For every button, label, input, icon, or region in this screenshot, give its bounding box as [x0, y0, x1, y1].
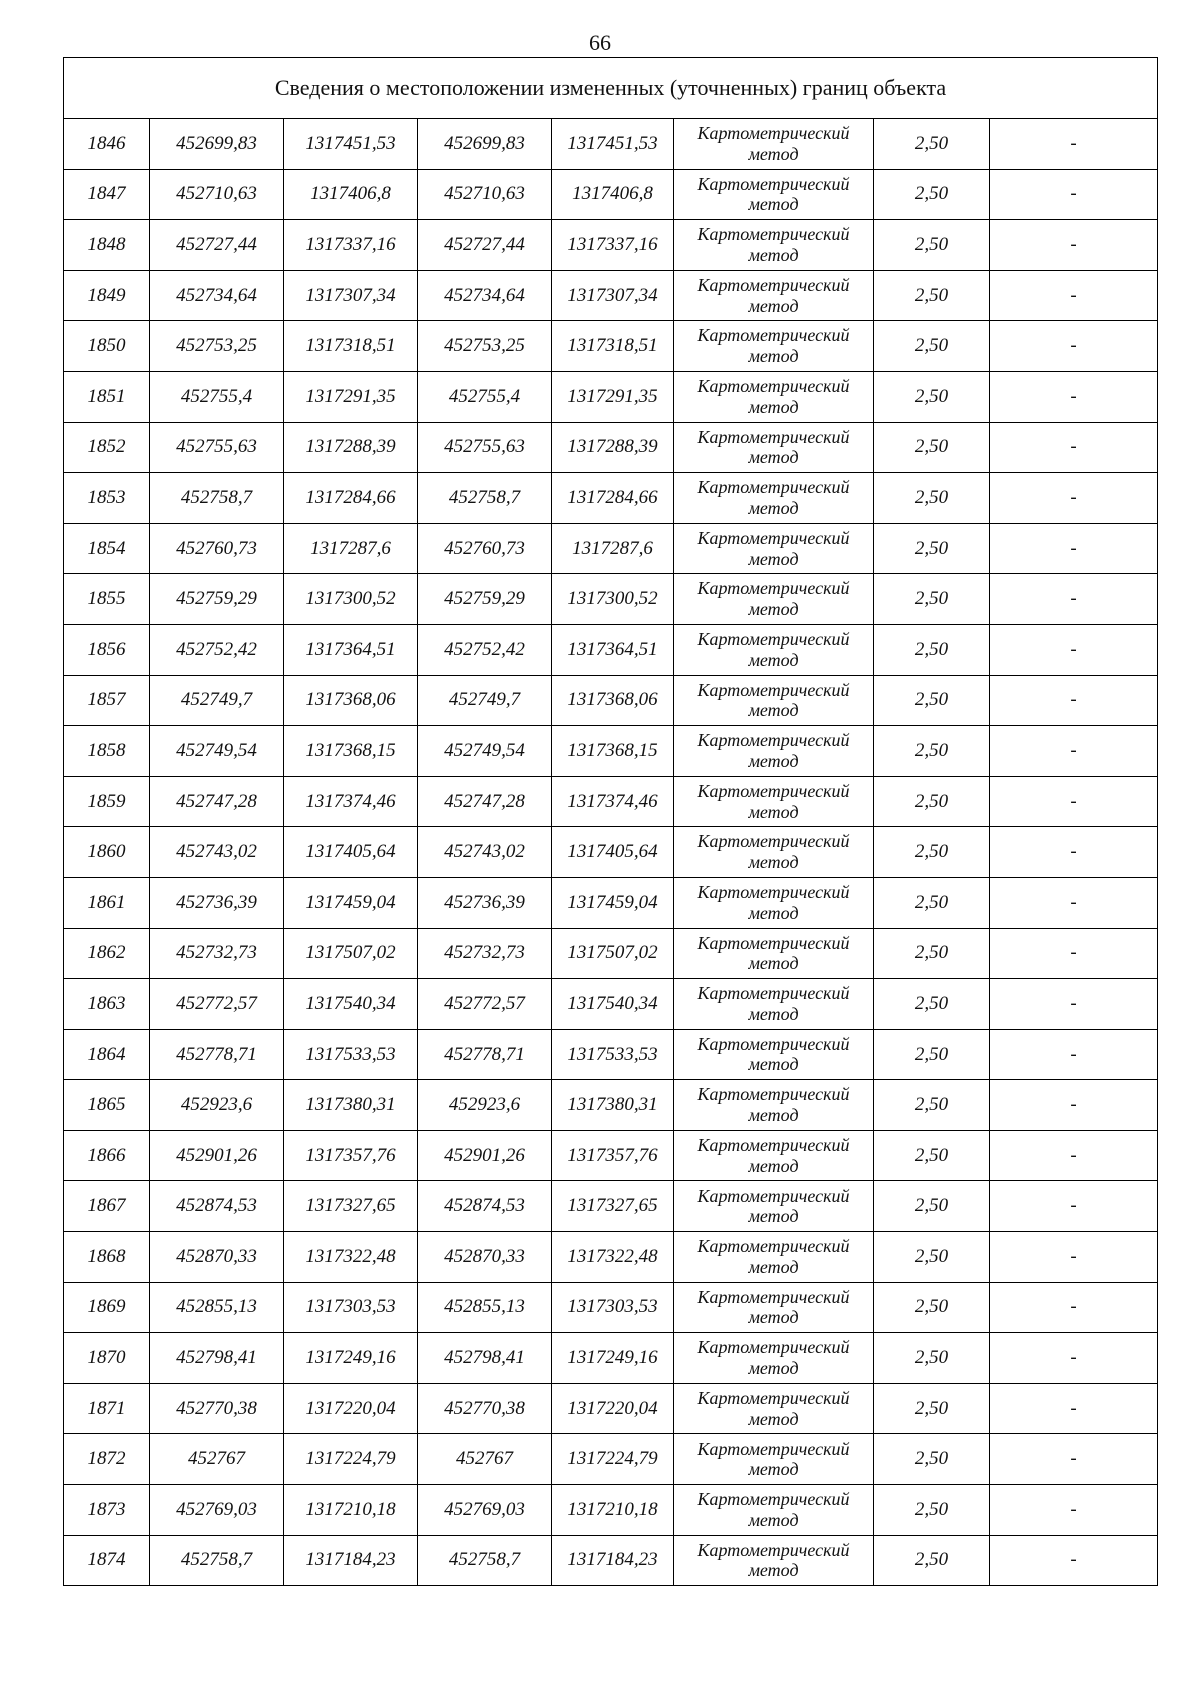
refined-y-cell: 1317220,04: [552, 1383, 674, 1434]
existing-x-cell: 452767: [150, 1434, 284, 1485]
table-row: [64, 422, 1158, 473]
refined-y-cell: 1317368,06: [552, 675, 674, 726]
existing-x-cell: 452798,41: [150, 1333, 284, 1384]
table-row: [64, 574, 1158, 625]
point-number-cell: 1868: [64, 1232, 150, 1283]
refined-x-cell: 452901,26: [418, 1130, 552, 1181]
refined-x-cell: 452770,38: [418, 1383, 552, 1434]
table-row: [64, 473, 1158, 524]
accuracy-cell: 2,50: [874, 928, 990, 979]
refined-x-cell: 452855,13: [418, 1282, 552, 1333]
table-row: [64, 624, 1158, 675]
table-row: [64, 169, 1158, 220]
refined-x-cell: 452749,7: [418, 675, 552, 726]
note-cell: -: [990, 675, 1158, 726]
accuracy-cell: 2,50: [874, 624, 990, 675]
accuracy-cell: 2,50: [874, 1282, 990, 1333]
existing-y-cell: 1317307,34: [284, 270, 418, 321]
refined-x-cell: 452923,6: [418, 1080, 552, 1131]
accuracy-cell: 2,50: [874, 1333, 990, 1384]
note-cell: -: [990, 1080, 1158, 1131]
note-cell: -: [990, 1333, 1158, 1384]
point-number-cell: 1856: [64, 624, 150, 675]
table-row: [64, 1434, 1158, 1485]
method-cell: Картометрический метод: [674, 1029, 874, 1080]
existing-x-cell: 452758,7: [150, 473, 284, 524]
refined-y-cell: 1317405,64: [552, 827, 674, 878]
point-number-cell: 1855: [64, 574, 150, 625]
refined-x-cell: 452747,28: [418, 776, 552, 827]
note-cell: -: [990, 523, 1158, 574]
point-number-cell: 1873: [64, 1485, 150, 1536]
method-cell: Картометрический метод: [674, 776, 874, 827]
existing-x-cell: 452778,71: [150, 1029, 284, 1080]
existing-y-cell: 1317540,34: [284, 979, 418, 1030]
refined-y-cell: 1317327,65: [552, 1181, 674, 1232]
existing-y-cell: 1317300,52: [284, 574, 418, 625]
refined-y-cell: 1317322,48: [552, 1232, 674, 1283]
method-cell: Картометрический метод: [674, 675, 874, 726]
table-row: [64, 1383, 1158, 1434]
refined-y-cell: 1317249,16: [552, 1333, 674, 1384]
method-cell: Картометрический метод: [674, 1181, 874, 1232]
method-cell: Картометрический метод: [674, 473, 874, 524]
table-row: [64, 371, 1158, 422]
refined-x-cell: 452710,63: [418, 169, 552, 220]
refined-x-cell: 452755,4: [418, 371, 552, 422]
existing-y-cell: 1317459,04: [284, 877, 418, 928]
method-cell: Картометрический метод: [674, 624, 874, 675]
existing-y-cell: 1317249,16: [284, 1333, 418, 1384]
accuracy-cell: 2,50: [874, 119, 990, 170]
refined-x-cell: 452772,57: [418, 979, 552, 1030]
point-number-cell: 1861: [64, 877, 150, 928]
table-row: [64, 321, 1158, 372]
existing-y-cell: 1317288,39: [284, 422, 418, 473]
method-cell: Картометрический метод: [674, 827, 874, 878]
method-cell: Картометрический метод: [674, 169, 874, 220]
note-cell: -: [990, 1181, 1158, 1232]
method-cell: Картометрический метод: [674, 422, 874, 473]
existing-y-cell: 1317337,16: [284, 220, 418, 271]
point-number-cell: 1870: [64, 1333, 150, 1384]
accuracy-cell: 2,50: [874, 422, 990, 473]
existing-y-cell: 1317327,65: [284, 1181, 418, 1232]
existing-y-cell: 1317220,04: [284, 1383, 418, 1434]
accuracy-cell: 2,50: [874, 220, 990, 271]
accuracy-cell: 2,50: [874, 270, 990, 321]
note-cell: -: [990, 422, 1158, 473]
refined-x-cell: 452758,7: [418, 1535, 552, 1586]
refined-x-cell: 452767: [418, 1434, 552, 1485]
point-number-cell: 1848: [64, 220, 150, 271]
method-cell: Картометрический метод: [674, 1434, 874, 1485]
table-row: [64, 827, 1158, 878]
accuracy-cell: 2,50: [874, 1434, 990, 1485]
existing-y-cell: 1317374,46: [284, 776, 418, 827]
existing-y-cell: 1317184,23: [284, 1535, 418, 1586]
refined-x-cell: 452755,63: [418, 422, 552, 473]
existing-x-cell: 452752,42: [150, 624, 284, 675]
accuracy-cell: 2,50: [874, 1181, 990, 1232]
table-row: [64, 119, 1158, 170]
method-cell: Картометрический метод: [674, 1232, 874, 1283]
note-cell: -: [990, 473, 1158, 524]
note-cell: -: [990, 928, 1158, 979]
refined-y-cell: 1317288,39: [552, 422, 674, 473]
existing-x-cell: 452710,63: [150, 169, 284, 220]
refined-x-cell: 452760,73: [418, 523, 552, 574]
refined-x-cell: 452736,39: [418, 877, 552, 928]
existing-x-cell: 452755,4: [150, 371, 284, 422]
note-cell: -: [990, 220, 1158, 271]
table-row: [64, 1485, 1158, 1536]
existing-x-cell: 452770,38: [150, 1383, 284, 1434]
accuracy-cell: 2,50: [874, 877, 990, 928]
existing-y-cell: 1317368,15: [284, 726, 418, 777]
refined-y-cell: 1317300,52: [552, 574, 674, 625]
existing-x-cell: 452769,03: [150, 1485, 284, 1536]
method-cell: Картометрический метод: [674, 119, 874, 170]
method-cell: Картометрический метод: [674, 371, 874, 422]
point-number-cell: 1869: [64, 1282, 150, 1333]
refined-x-cell: 452769,03: [418, 1485, 552, 1536]
existing-y-cell: 1317318,51: [284, 321, 418, 372]
refined-y-cell: 1317287,6: [552, 523, 674, 574]
method-cell: Картометрический метод: [674, 1130, 874, 1181]
method-cell: Картометрический метод: [674, 1282, 874, 1333]
accuracy-cell: 2,50: [874, 473, 990, 524]
note-cell: -: [990, 371, 1158, 422]
note-cell: -: [990, 1485, 1158, 1536]
method-cell: Картометрический метод: [674, 979, 874, 1030]
refined-x-cell: 452749,54: [418, 726, 552, 777]
point-number-cell: 1864: [64, 1029, 150, 1080]
point-number-cell: 1872: [64, 1434, 150, 1485]
table-row: [64, 1232, 1158, 1283]
existing-x-cell: 452727,44: [150, 220, 284, 271]
refined-y-cell: 1317374,46: [552, 776, 674, 827]
refined-x-cell: 452752,42: [418, 624, 552, 675]
point-number-cell: 1851: [64, 371, 150, 422]
point-number-cell: 1850: [64, 321, 150, 372]
table-row: [64, 776, 1158, 827]
table-row: [64, 523, 1158, 574]
accuracy-cell: 2,50: [874, 726, 990, 777]
refined-x-cell: 452753,25: [418, 321, 552, 372]
point-number-cell: 1846: [64, 119, 150, 170]
note-cell: -: [990, 1383, 1158, 1434]
existing-x-cell: 452759,29: [150, 574, 284, 625]
table-row: [64, 1181, 1158, 1232]
note-cell: -: [990, 1282, 1158, 1333]
note-cell: -: [990, 1029, 1158, 1080]
refined-x-cell: 452798,41: [418, 1333, 552, 1384]
accuracy-cell: 2,50: [874, 1080, 990, 1131]
accuracy-cell: 2,50: [874, 1232, 990, 1283]
accuracy-cell: 2,50: [874, 827, 990, 878]
existing-x-cell: 452923,6: [150, 1080, 284, 1131]
point-number-cell: 1867: [64, 1181, 150, 1232]
note-cell: -: [990, 776, 1158, 827]
table-row: [64, 675, 1158, 726]
note-cell: -: [990, 1434, 1158, 1485]
point-number-cell: 1857: [64, 675, 150, 726]
existing-y-cell: 1317224,79: [284, 1434, 418, 1485]
note-cell: -: [990, 1535, 1158, 1586]
point-number-cell: 1859: [64, 776, 150, 827]
existing-y-cell: 1317533,53: [284, 1029, 418, 1080]
existing-x-cell: 452870,33: [150, 1232, 284, 1283]
refined-y-cell: 1317368,15: [552, 726, 674, 777]
table-row: [64, 877, 1158, 928]
method-cell: Картометрический метод: [674, 1333, 874, 1384]
point-number-cell: 1853: [64, 473, 150, 524]
method-cell: Картометрический метод: [674, 877, 874, 928]
refined-x-cell: 452732,73: [418, 928, 552, 979]
method-cell: Картометрический метод: [674, 1080, 874, 1131]
table-row: [64, 220, 1158, 271]
point-number-cell: 1854: [64, 523, 150, 574]
refined-x-cell: 452699,83: [418, 119, 552, 170]
refined-y-cell: 1317303,53: [552, 1282, 674, 1333]
refined-y-cell: 1317507,02: [552, 928, 674, 979]
refined-y-cell: 1317364,51: [552, 624, 674, 675]
accuracy-cell: 2,50: [874, 776, 990, 827]
point-number-cell: 1866: [64, 1130, 150, 1181]
accuracy-cell: 2,50: [874, 1485, 990, 1536]
note-cell: -: [990, 1130, 1158, 1181]
refined-y-cell: 1317337,16: [552, 220, 674, 271]
note-cell: -: [990, 624, 1158, 675]
accuracy-cell: 2,50: [874, 371, 990, 422]
refined-x-cell: 452727,44: [418, 220, 552, 271]
refined-y-cell: 1317224,79: [552, 1434, 674, 1485]
table-body: [64, 119, 1158, 1586]
refined-y-cell: 1317357,76: [552, 1130, 674, 1181]
refined-x-cell: 452874,53: [418, 1181, 552, 1232]
table-row: [64, 1535, 1158, 1586]
existing-x-cell: 452747,28: [150, 776, 284, 827]
existing-x-cell: 452755,63: [150, 422, 284, 473]
existing-x-cell: 452749,7: [150, 675, 284, 726]
existing-x-cell: 452753,25: [150, 321, 284, 372]
point-number-cell: 1847: [64, 169, 150, 220]
existing-x-cell: 452749,54: [150, 726, 284, 777]
point-number-cell: 1871: [64, 1383, 150, 1434]
accuracy-cell: 2,50: [874, 1383, 990, 1434]
existing-y-cell: 1317368,06: [284, 675, 418, 726]
table-row: [64, 1282, 1158, 1333]
point-number-cell: 1862: [64, 928, 150, 979]
note-cell: -: [990, 726, 1158, 777]
method-cell: Картометрический метод: [674, 321, 874, 372]
note-cell: -: [990, 877, 1158, 928]
existing-x-cell: 452732,73: [150, 928, 284, 979]
existing-x-cell: 452901,26: [150, 1130, 284, 1181]
existing-y-cell: 1317357,76: [284, 1130, 418, 1181]
note-cell: -: [990, 574, 1158, 625]
existing-y-cell: 1317210,18: [284, 1485, 418, 1536]
refined-x-cell: 452759,29: [418, 574, 552, 625]
refined-x-cell: 452778,71: [418, 1029, 552, 1080]
point-number-cell: 1863: [64, 979, 150, 1030]
method-cell: Картометрический метод: [674, 574, 874, 625]
method-cell: Картометрический метод: [674, 1535, 874, 1586]
refined-x-cell: 452734,64: [418, 270, 552, 321]
method-cell: Картометрический метод: [674, 220, 874, 271]
accuracy-cell: 2,50: [874, 523, 990, 574]
note-cell: -: [990, 321, 1158, 372]
refined-x-cell: 452870,33: [418, 1232, 552, 1283]
existing-y-cell: 1317322,48: [284, 1232, 418, 1283]
point-number-cell: 1852: [64, 422, 150, 473]
existing-x-cell: 452743,02: [150, 827, 284, 878]
point-number-cell: 1849: [64, 270, 150, 321]
accuracy-cell: 2,50: [874, 169, 990, 220]
refined-y-cell: 1317210,18: [552, 1485, 674, 1536]
table-row: [64, 928, 1158, 979]
method-cell: Картометрический метод: [674, 523, 874, 574]
table-row: [64, 1333, 1158, 1384]
existing-y-cell: 1317406,8: [284, 169, 418, 220]
existing-y-cell: 1317284,66: [284, 473, 418, 524]
existing-y-cell: 1317507,02: [284, 928, 418, 979]
table-row: [64, 1029, 1158, 1080]
refined-y-cell: 1317533,53: [552, 1029, 674, 1080]
existing-x-cell: 452874,53: [150, 1181, 284, 1232]
refined-x-cell: 452743,02: [418, 827, 552, 878]
method-cell: Картометрический метод: [674, 1485, 874, 1536]
existing-x-cell: 452855,13: [150, 1282, 284, 1333]
existing-y-cell: 1317287,6: [284, 523, 418, 574]
note-cell: -: [990, 979, 1158, 1030]
existing-x-cell: 452758,7: [150, 1535, 284, 1586]
refined-x-cell: 452758,7: [418, 473, 552, 524]
accuracy-cell: 2,50: [874, 1029, 990, 1080]
existing-y-cell: 1317405,64: [284, 827, 418, 878]
point-number-cell: 1858: [64, 726, 150, 777]
accuracy-cell: 2,50: [874, 574, 990, 625]
accuracy-cell: 2,50: [874, 321, 990, 372]
refined-y-cell: 1317284,66: [552, 473, 674, 524]
refined-y-cell: 1317406,8: [552, 169, 674, 220]
refined-y-cell: 1317380,31: [552, 1080, 674, 1131]
refined-y-cell: 1317307,34: [552, 270, 674, 321]
accuracy-cell: 2,50: [874, 979, 990, 1030]
existing-y-cell: 1317303,53: [284, 1282, 418, 1333]
existing-x-cell: 452760,73: [150, 523, 284, 574]
point-number-cell: 1860: [64, 827, 150, 878]
refined-y-cell: 1317459,04: [552, 877, 674, 928]
existing-x-cell: 452734,64: [150, 270, 284, 321]
refined-y-cell: 1317451,53: [552, 119, 674, 170]
method-cell: Картометрический метод: [674, 928, 874, 979]
table-row: [64, 979, 1158, 1030]
refined-y-cell: 1317540,34: [552, 979, 674, 1030]
boundary-coordinates-table: [63, 57, 1158, 1586]
note-cell: -: [990, 169, 1158, 220]
existing-x-cell: 452699,83: [150, 119, 284, 170]
note-cell: -: [990, 827, 1158, 878]
existing-y-cell: 1317380,31: [284, 1080, 418, 1131]
page-number: 66: [589, 30, 611, 55]
table-row: [64, 726, 1158, 777]
table-title: Сведения о местоположении измененных (уточненных) границ объекта: [64, 58, 1158, 119]
method-cell: Картометрический метод: [674, 726, 874, 777]
accuracy-cell: 2,50: [874, 675, 990, 726]
method-cell: Картометрический метод: [674, 1383, 874, 1434]
refined-y-cell: 1317291,35: [552, 371, 674, 422]
point-number-cell: 1865: [64, 1080, 150, 1131]
method-cell: Картометрический метод: [674, 270, 874, 321]
table-row: [64, 1130, 1158, 1181]
accuracy-cell: 2,50: [874, 1535, 990, 1586]
table-row: [64, 1080, 1158, 1131]
refined-y-cell: 1317184,23: [552, 1535, 674, 1586]
existing-y-cell: 1317364,51: [284, 624, 418, 675]
note-cell: -: [990, 270, 1158, 321]
existing-y-cell: 1317291,35: [284, 371, 418, 422]
accuracy-cell: 2,50: [874, 1130, 990, 1181]
existing-x-cell: 452736,39: [150, 877, 284, 928]
note-cell: -: [990, 1232, 1158, 1283]
refined-y-cell: 1317318,51: [552, 321, 674, 372]
note-cell: -: [990, 119, 1158, 170]
existing-y-cell: 1317451,53: [284, 119, 418, 170]
point-number-cell: 1874: [64, 1535, 150, 1586]
existing-x-cell: 452772,57: [150, 979, 284, 1030]
table-row: [64, 270, 1158, 321]
